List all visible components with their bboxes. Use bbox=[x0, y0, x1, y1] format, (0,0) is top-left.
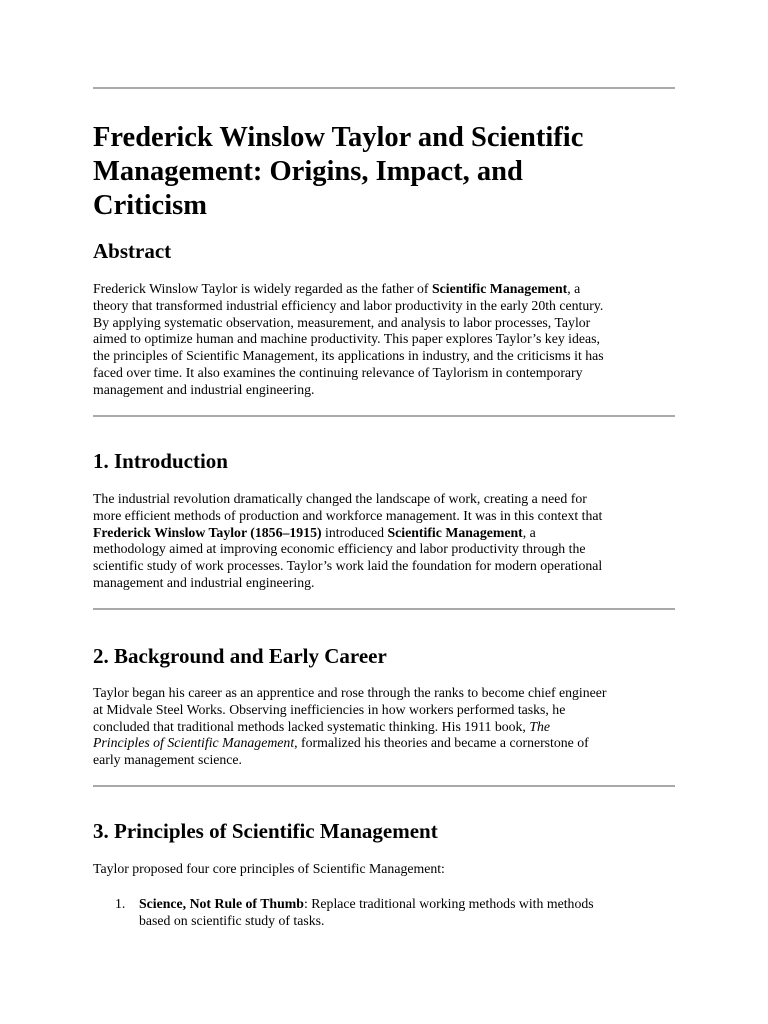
horizontal-rule bbox=[93, 415, 675, 417]
principles-list bbox=[93, 896, 675, 930]
abstract-paragraph: Frederick Winslow Taylor is widely regarded as the father of Scientific Management, a theory that transformed industrial efficiency and labor productivity in the early 20th century. By applying systematic observation, measurement, and analysis to labor processes, Taylor aimed to optimize human and machine productivity. This paper explores Taylor’s key ideas, the principles of Scientific Management, its applications in industry, and the criticisms it has faced over time. It also examines the continuing relevance of Taylorism in contemporary management and industrial engineering. bbox=[93, 281, 604, 397]
page-title: Frederick Winslow Taylor and Scientific Management: Origins, Impact, and Criticism bbox=[93, 122, 584, 221]
horizontal-rule bbox=[93, 608, 675, 610]
section-heading-introduction: 1. Introduction bbox=[93, 449, 228, 473]
list-item-term: Science, Not Rule of Thumb bbox=[139, 896, 304, 911]
section-heading-principles: 3. Principles of Scientific Management bbox=[93, 819, 438, 843]
horizontal-rule bbox=[93, 87, 675, 89]
list-item-number: 1. bbox=[115, 896, 126, 911]
abstract-heading: Abstract bbox=[93, 239, 172, 263]
list-item: 1. Science, Not Rule of Thumb: Replace traditional working methods with methods based on scientific study of tasks. bbox=[115, 896, 594, 928]
section-heading-background: 2. Background and Early Career bbox=[93, 644, 387, 668]
horizontal-rule bbox=[93, 785, 675, 787]
introduction-paragraph: The industrial revolution dramatically changed the landscape of work, creating a need for more efficient methods of production and workforce management. It was in this context that Frederick Winslow Taylor (1856–1915) introduced Scientific Management, a methodology aimed at improving economic efficiency and labor productivity through the scientific study of work processes. Taylor’s work laid the foundation for modern operational management and industrial engineering. bbox=[93, 491, 603, 590]
background-paragraph: Taylor began his career as an apprentice and rose through the ranks to become chief engineer at Midvale Steel Works. Observing inefficiencies in how workers performed tasks, he concluded that traditional methods lacked systematic thinking. His 1911 book, The Principles of Scientific Management, formalized his theories and became a cornerstone of early management science. bbox=[93, 685, 607, 768]
principles-intro: Taylor proposed four core principles of Scientific Management: bbox=[93, 861, 445, 876]
